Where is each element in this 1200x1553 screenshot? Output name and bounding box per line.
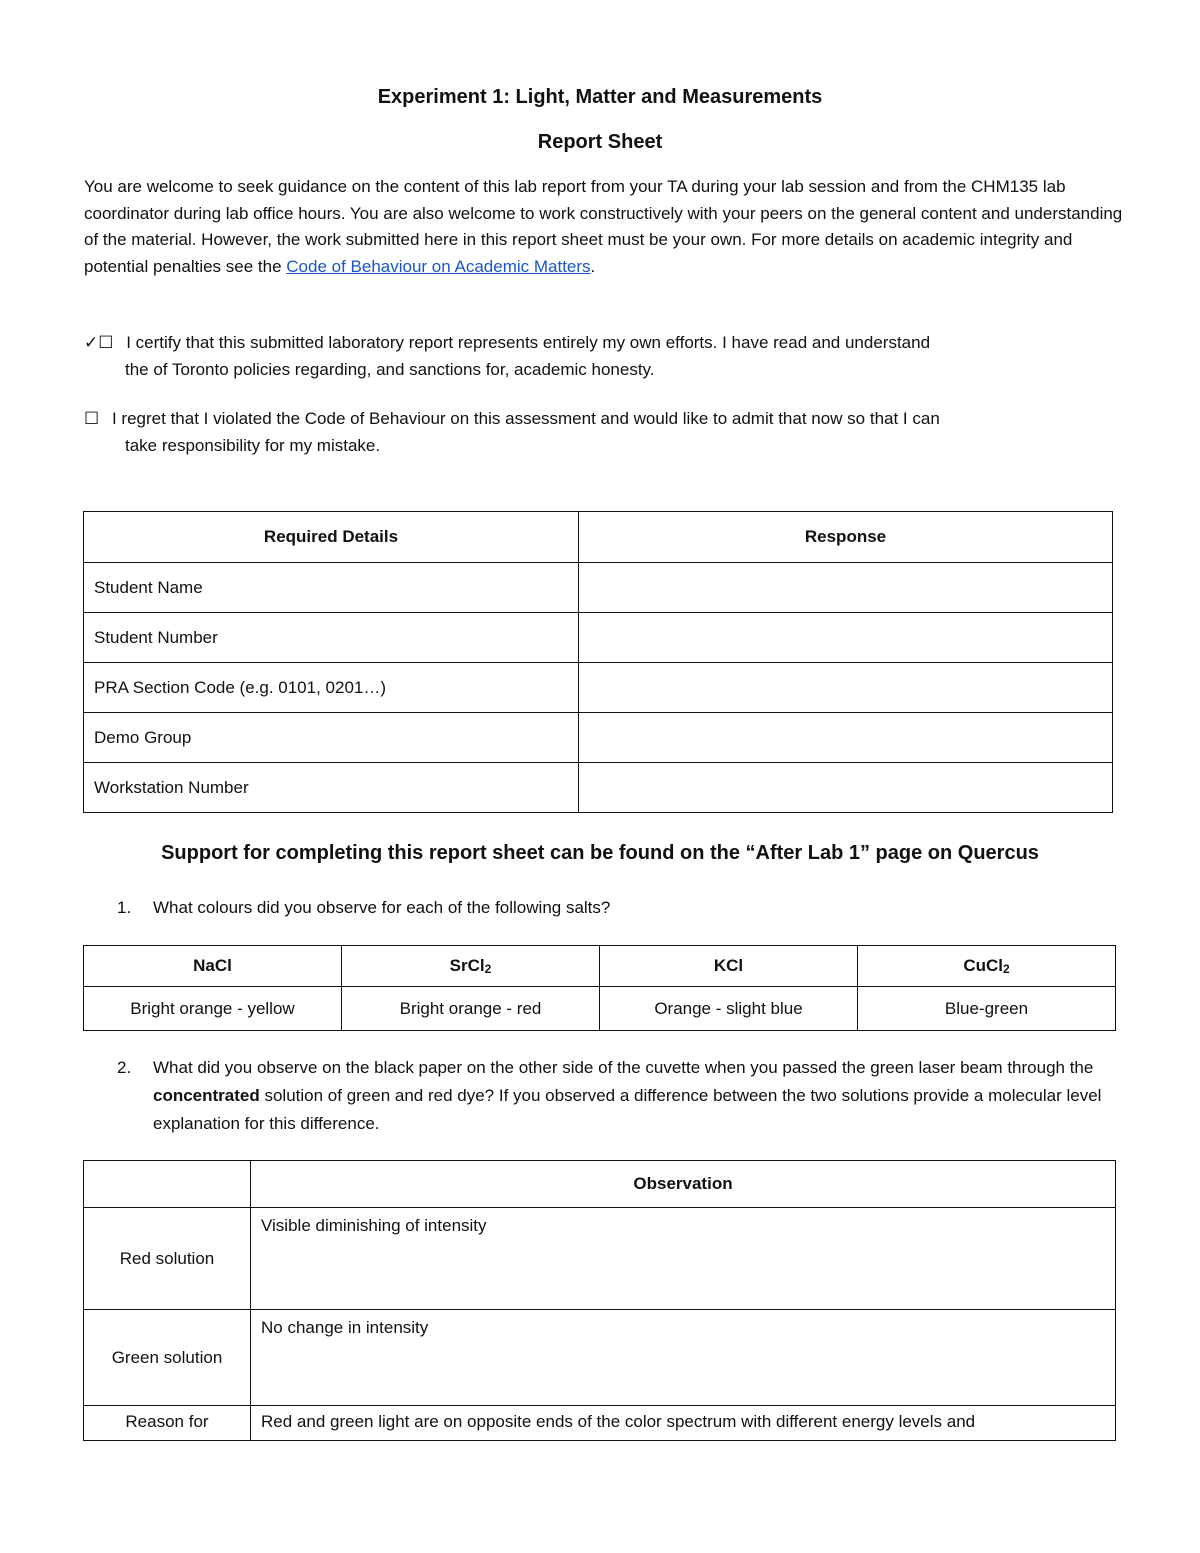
detail-label: Student Number bbox=[84, 613, 579, 663]
page-title: Experiment 1: Light, Matter and Measurements bbox=[377, 86, 823, 108]
salt-colour-cell[interactable]: Bright orange - yellow bbox=[84, 987, 342, 1031]
question-1 bbox=[117, 894, 1107, 922]
admit-checkbox[interactable]: ☐ bbox=[84, 409, 100, 428]
intro-text: You are welcome to seek guidance on the content of this lab report from your TA during your lab session and from the CHM135 lab coordinator during lab office hours. You are also welcome to work constructively with your peers on the general content and understanding of the material. However, the work submitted here in this report sheet must be your own. For more details on academic integrity and potential penalties see the bbox=[84, 177, 1123, 276]
detail-label: Workstation Number bbox=[84, 763, 579, 813]
intro-end: . bbox=[590, 256, 596, 276]
salt-header-nacl: NaCl bbox=[84, 946, 342, 987]
table-row bbox=[84, 1406, 1116, 1441]
table-row bbox=[84, 763, 1113, 813]
salt-colour-cell[interactable]: Bright orange - red bbox=[342, 987, 600, 1031]
observation-cell[interactable]: Visible diminishing of intensity bbox=[251, 1208, 1116, 1310]
salt-colour-cell[interactable]: Blue-green bbox=[858, 987, 1116, 1031]
question-2 bbox=[117, 1054, 1107, 1138]
observation-cell[interactable]: Red and green light are on opposite ends of the color spectrum with different energy levels and bbox=[251, 1406, 1116, 1441]
table-row bbox=[84, 563, 1113, 613]
page-subtitle: Report Sheet bbox=[537, 131, 663, 153]
salt-header-srcl2: SrCl$_2$ bbox=[342, 946, 600, 987]
admit-text-line1: I regret that I violated the Code of Behaviour on this assessment and would like to admit that now so that I can bbox=[111, 409, 940, 428]
admit-text-line2: take responsibility for my mistake. bbox=[125, 436, 381, 455]
table-row bbox=[84, 663, 1113, 713]
empty-header-cell bbox=[84, 1161, 251, 1208]
column-header-required-details: Required Details bbox=[84, 512, 579, 563]
certify-text-line2: the of Toronto policies regarding, and sanctions for, academic honesty. bbox=[125, 360, 655, 379]
observation-cell[interactable]: No change in intensity bbox=[251, 1310, 1116, 1406]
table-header-row bbox=[84, 946, 1116, 987]
admit-violation bbox=[84, 405, 1124, 459]
question-text: What colours did you observe for each of the following salts? bbox=[153, 898, 611, 917]
salt-header-cucl2: CuCl$_2$ bbox=[858, 946, 1116, 987]
demo-group-field[interactable] bbox=[579, 713, 1113, 763]
student-name-field[interactable] bbox=[579, 563, 1113, 613]
support-note: Support for completing this report sheet can be found on the “After Lab 1” page on Quercus bbox=[161, 842, 1039, 864]
question-text: What did you observe on the black paper on the other side of the cuvette when you passed the green laser beam through the concentrated solution of green and red dye? If you observed a difference between the two solutions provide a molecular level explanation for this difference. bbox=[153, 1058, 1102, 1133]
pra-section-code-field[interactable] bbox=[579, 663, 1113, 713]
row-label: Green solution bbox=[84, 1310, 251, 1406]
salt-colours-table bbox=[83, 945, 1116, 1031]
salt-header-kcl: KCl bbox=[600, 946, 858, 987]
table-row bbox=[84, 1208, 1116, 1310]
table-row bbox=[84, 1310, 1116, 1406]
column-header-response: Response bbox=[579, 512, 1113, 563]
row-label: Reason for bbox=[84, 1406, 251, 1441]
detail-label: Demo Group bbox=[84, 713, 579, 763]
detail-label: Student Name bbox=[84, 563, 579, 613]
student-number-field[interactable] bbox=[579, 613, 1113, 663]
table-header-row bbox=[84, 1161, 1116, 1208]
table-row bbox=[84, 987, 1116, 1031]
table-row bbox=[84, 613, 1113, 663]
column-header-observation: Observation bbox=[251, 1161, 1116, 1208]
certify-checkbox[interactable]: ✓☐ bbox=[84, 333, 114, 352]
intro-paragraph bbox=[84, 174, 1124, 280]
detail-label: PRA Section Code (e.g. 0101, 0201…) bbox=[84, 663, 579, 713]
question-number: 1. bbox=[117, 898, 132, 917]
table-header-row bbox=[84, 512, 1113, 563]
question-number: 2. bbox=[117, 1058, 132, 1077]
table-row bbox=[84, 713, 1113, 763]
certify-text-line1: I certify that this submitted laboratory report represents entirely my own efforts. I have read and understand bbox=[126, 333, 931, 352]
workstation-number-field[interactable] bbox=[579, 763, 1113, 813]
salt-colour-cell[interactable]: Orange - slight blue bbox=[600, 987, 858, 1031]
observation-table bbox=[83, 1160, 1116, 1441]
code-of-behaviour-link[interactable]: Code of Behaviour on Academic Matters bbox=[286, 256, 591, 276]
certify-own-work bbox=[84, 329, 1124, 383]
required-details-table bbox=[83, 511, 1113, 813]
row-label: Red solution bbox=[84, 1208, 251, 1310]
